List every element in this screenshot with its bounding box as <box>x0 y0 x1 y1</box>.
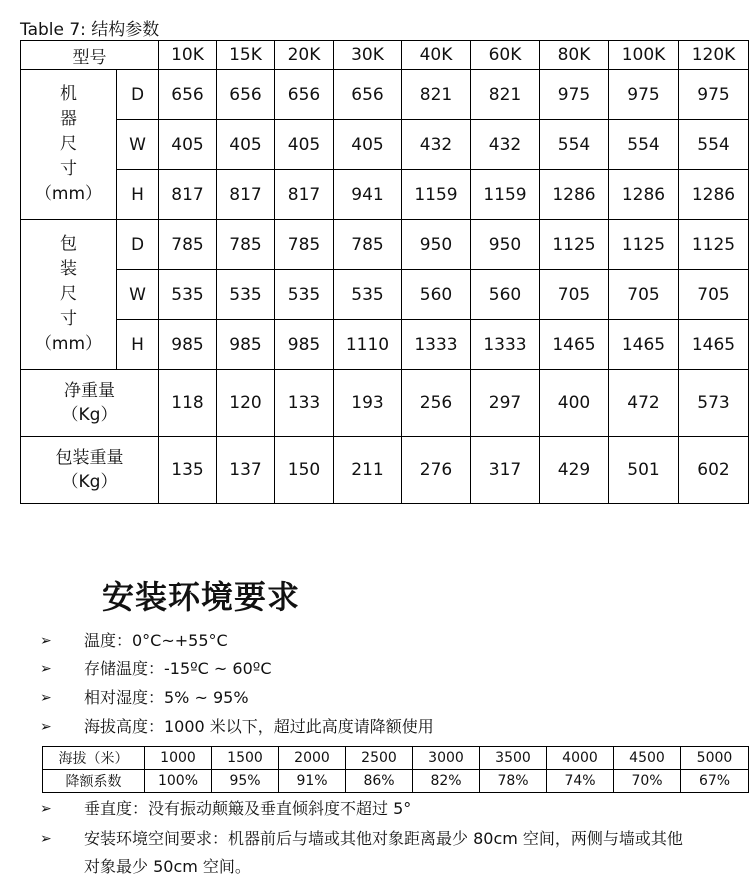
table-row <box>21 70 749 120</box>
net-weight-label-text: 净重量 （Kg） <box>61 381 118 425</box>
table-cell: 4500 <box>614 747 681 770</box>
table-cell: 2000 <box>279 747 346 770</box>
table-row <box>21 170 749 220</box>
table-cell: 95% <box>212 770 279 793</box>
table-cell: 150 <box>275 437 334 504</box>
table-cell: 78% <box>480 770 547 793</box>
table-cell: 785 <box>159 220 217 270</box>
requirement-item-text: 垂直度：没有振动颠簸及垂直倾斜度不超过 5° <box>84 799 412 818</box>
table-cell: 91% <box>279 770 346 793</box>
model-header: 100K <box>609 41 679 70</box>
table-cell: 4000 <box>547 747 614 770</box>
table-cell: 573 <box>679 370 749 437</box>
dimension-label: D <box>117 70 159 120</box>
table-cell: 1465 <box>679 320 749 370</box>
table-cell: 74% <box>547 770 614 793</box>
table-cell: 1500 <box>212 747 279 770</box>
table-cell: 705 <box>679 270 749 320</box>
table-row <box>21 320 749 370</box>
section-title: 安装环境要求 <box>102 578 301 616</box>
table-cell: 1465 <box>540 320 609 370</box>
model-header: 30K <box>334 41 402 70</box>
table-cell: 70% <box>614 770 681 793</box>
table-cell: 432 <box>402 120 471 170</box>
table-cell: 429 <box>540 437 609 504</box>
table-cell: 535 <box>334 270 402 320</box>
table-cell: 1000 <box>145 747 212 770</box>
requirement-item-text: 存储温度：-15ºC ~ 60ºC <box>84 659 272 678</box>
table-cell: 256 <box>402 370 471 437</box>
model-header: 10K <box>159 41 217 70</box>
table-cell: 817 <box>275 170 334 220</box>
table-cell: 975 <box>679 70 749 120</box>
table-cell: 975 <box>540 70 609 120</box>
requirement-item-text: 安装环境空间要求：机器前后与墙或其他对象距离最少 80cm 空间，两侧与墙或其他 <box>84 829 683 848</box>
requirement-item-text: 海拔高度：1000 米以下，超过此高度请降额使用 <box>84 717 434 736</box>
table-cell: 405 <box>334 120 402 170</box>
table-cell: 86% <box>346 770 413 793</box>
table-cell: 405 <box>159 120 217 170</box>
table-caption: Table 7: 结构参数 <box>20 20 160 40</box>
table-cell: 560 <box>471 270 540 320</box>
table-cell: 100% <box>145 770 212 793</box>
table-cell: 1159 <box>402 170 471 220</box>
factor-row <box>43 770 749 793</box>
table-row <box>21 220 749 270</box>
table-cell: 535 <box>217 270 275 320</box>
table-cell: 821 <box>402 70 471 120</box>
header-row <box>21 41 749 70</box>
table-row <box>21 120 749 170</box>
table-cell: 118 <box>159 370 217 437</box>
machine-size-label <box>21 70 117 220</box>
table-cell: 1333 <box>402 320 471 370</box>
table-cell: 554 <box>609 120 679 170</box>
table-cell: 1125 <box>679 220 749 270</box>
model-header: 20K <box>275 41 334 70</box>
table-cell: 1286 <box>609 170 679 220</box>
package-size-label-text: 包 装 尺 寸 （mm） <box>34 234 103 354</box>
structure-parameters-table <box>20 40 749 504</box>
model-label: 型号 <box>21 41 159 70</box>
table-cell: 785 <box>334 220 402 270</box>
dimension-label: D <box>117 220 159 270</box>
table-cell: 3500 <box>480 747 547 770</box>
table-cell: 405 <box>275 120 334 170</box>
table-cell: 656 <box>217 70 275 120</box>
table-cell: 785 <box>275 220 334 270</box>
altitude-derating-table <box>42 746 749 793</box>
model-header: 80K <box>540 41 609 70</box>
table-cell: 950 <box>471 220 540 270</box>
model-header: 60K <box>471 41 540 70</box>
table-cell: 1125 <box>609 220 679 270</box>
table-cell: 985 <box>275 320 334 370</box>
table-cell: 1125 <box>540 220 609 270</box>
table-cell: 2500 <box>346 747 413 770</box>
table-cell: 276 <box>402 437 471 504</box>
table-cell: 501 <box>609 437 679 504</box>
table-cell: 535 <box>275 270 334 320</box>
gross-weight-label <box>21 437 159 504</box>
table-cell: 560 <box>402 270 471 320</box>
package-size-label <box>21 220 117 370</box>
table-cell: 1110 <box>334 320 402 370</box>
machine-size-label-text: 机 器 尺 寸 （mm） <box>34 84 103 204</box>
table-cell: 1159 <box>471 170 540 220</box>
model-header: 40K <box>402 41 471 70</box>
table-cell: 135 <box>159 437 217 504</box>
model-header: 15K <box>217 41 275 70</box>
table-row <box>21 270 749 320</box>
table-cell: 817 <box>217 170 275 220</box>
table-cell: 1465 <box>609 320 679 370</box>
table-cell: 785 <box>217 220 275 270</box>
table-cell: 705 <box>540 270 609 320</box>
table-cell: 317 <box>471 437 540 504</box>
table-cell: 656 <box>275 70 334 120</box>
arrow-bullet-icon: ➢ <box>40 801 52 817</box>
table-cell: 554 <box>679 120 749 170</box>
altitude-row <box>43 747 749 770</box>
table-cell: 975 <box>609 70 679 120</box>
arrow-bullet-icon: ➢ <box>40 719 52 735</box>
table-cell: 950 <box>402 220 471 270</box>
model-header: 120K <box>679 41 749 70</box>
table-cell: 535 <box>159 270 217 320</box>
arrow-bullet-icon: ➢ <box>40 831 52 847</box>
arrow-bullet-icon: ➢ <box>40 633 52 649</box>
requirement-item-text: 相对湿度：5% ~ 95% <box>84 688 249 707</box>
net-weight-row <box>21 370 749 437</box>
table-cell: 1333 <box>471 320 540 370</box>
table-cell: 554 <box>540 120 609 170</box>
table-cell: 5000 <box>681 747 749 770</box>
dimension-label: H <box>117 170 159 220</box>
table-cell: 985 <box>217 320 275 370</box>
table-cell: 705 <box>609 270 679 320</box>
table-cell: 656 <box>334 70 402 120</box>
table-cell: 133 <box>275 370 334 437</box>
table-cell: 432 <box>471 120 540 170</box>
table-cell: 3000 <box>413 747 480 770</box>
arrow-bullet-icon: ➢ <box>40 690 52 706</box>
arrow-bullet-icon: ➢ <box>40 661 52 677</box>
table-cell: 602 <box>679 437 749 504</box>
dimension-label: H <box>117 320 159 370</box>
table-cell: 120 <box>217 370 275 437</box>
net-weight-label <box>21 370 159 437</box>
table-cell: 1286 <box>679 170 749 220</box>
altitude-row-label: 海拔（米） <box>43 747 145 770</box>
requirement-item-continuation: 对象最少 50cm 空间。 <box>84 857 251 876</box>
requirement-item-text: 温度：0°C~+55°C <box>84 631 228 650</box>
table-cell: 297 <box>471 370 540 437</box>
table-cell: 821 <box>471 70 540 120</box>
gross-weight-row <box>21 437 749 504</box>
table-cell: 941 <box>334 170 402 220</box>
table-cell: 67% <box>681 770 749 793</box>
table-cell: 405 <box>217 120 275 170</box>
table-cell: 656 <box>159 70 217 120</box>
table-cell: 211 <box>334 437 402 504</box>
table-cell: 193 <box>334 370 402 437</box>
dimension-label: W <box>117 120 159 170</box>
table-cell: 985 <box>159 320 217 370</box>
gross-weight-label-text: 包装重量 （Kg） <box>55 448 124 492</box>
table-cell: 817 <box>159 170 217 220</box>
table-cell: 137 <box>217 437 275 504</box>
table-cell: 82% <box>413 770 480 793</box>
table-cell: 472 <box>609 370 679 437</box>
table-cell: 1286 <box>540 170 609 220</box>
table-cell: 400 <box>540 370 609 437</box>
factor-row-label: 降额系数 <box>43 770 145 793</box>
dimension-label: W <box>117 270 159 320</box>
